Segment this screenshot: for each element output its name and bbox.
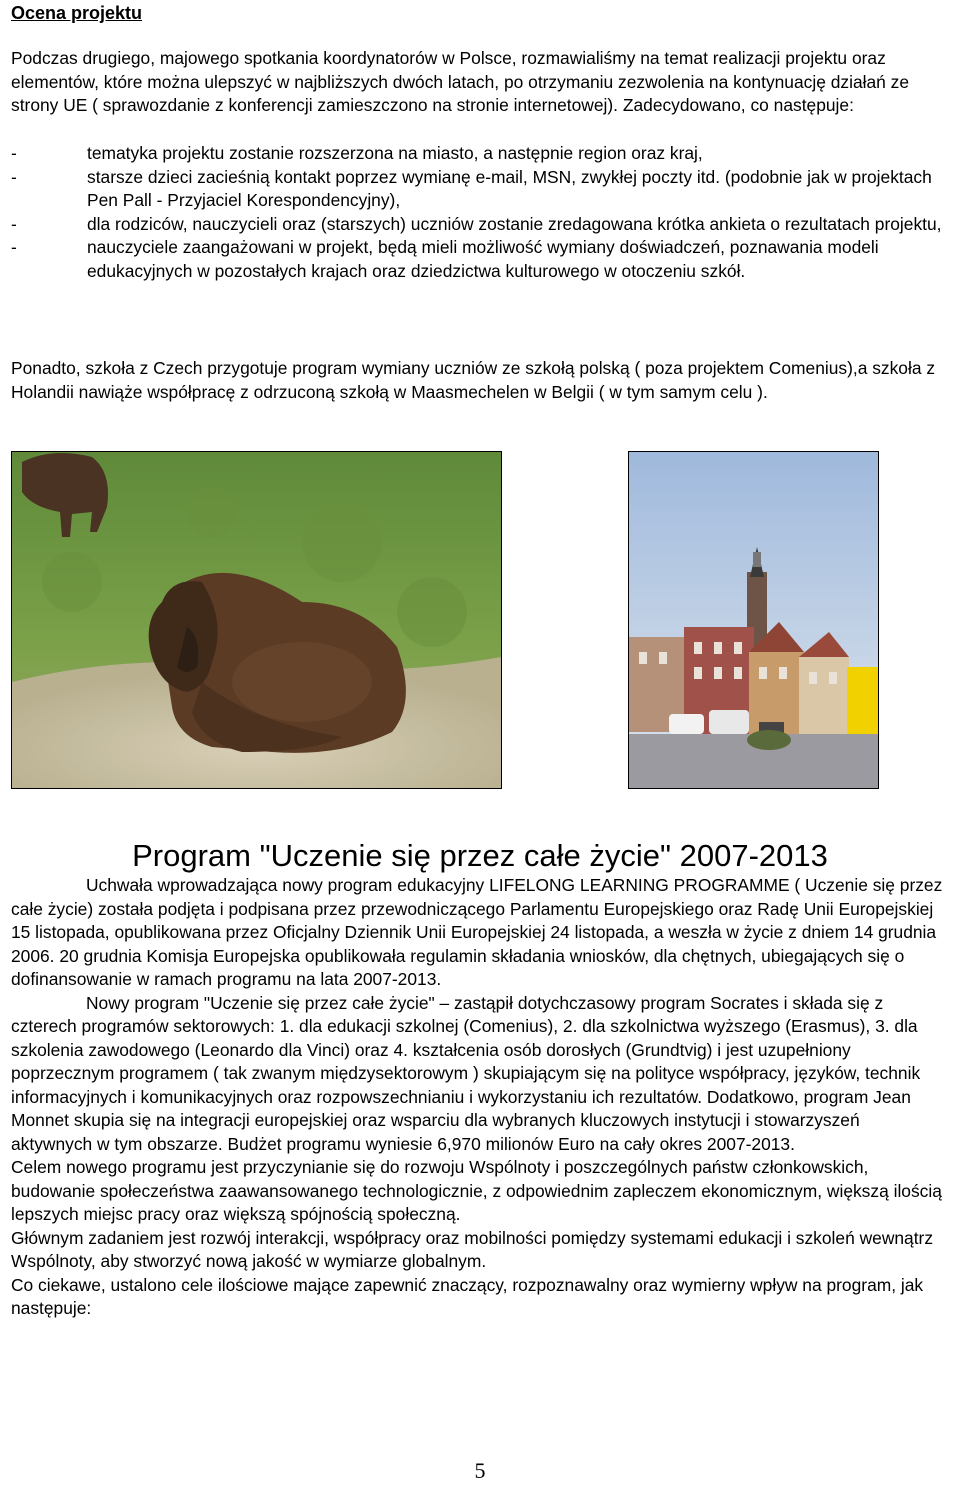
list-item (11, 142, 945, 166)
decisions-list (11, 142, 945, 283)
list-item-text: starsze dzieci zacieśnią kontakt poprzez wymianę e-mail, MSN, zwykłej poczty itd. (podobnie jak w projektach Pen Pall - Przyjaciel Korespondencyjny), (87, 166, 932, 210)
program-paragraph: Uchwała wprowadzająca nowy program edukacyjny LIFELONG LEARNING PROGRAMME ( Uczenie się przez całe życie) została podjęta i podpisana przez przewodniczącego Parlamentu Europejskiego oraz Radę Unii Europejskiej 15 listopada, opublikowana przez Oficjalny Dziennik Unii Europejskiej 24 listopada, a weszła w życie z dniem 14 grudnia 2006. 20 grudnia Komisja Europejska opublikowała regulamin składania wniosków, dla chętnych, ubiegających się o dofinansowanie w ramach programu na lata 2007-2013. (11, 875, 943, 989)
page-number: 5 (474, 1458, 486, 1483)
section-title: Ocena projektu (11, 3, 143, 23)
list-item-text: nauczyciele zaangażowani w projekt, będą mieli możliwość wymiany doświadczeń, poznawania modeli edukacyjnych w pozostałych krajach oraz dziedzictwa kulturowego w otoczeniu szkół. (87, 237, 879, 281)
list-marker: - (11, 166, 17, 187)
list-item-text: tematyka projektu zostanie rozszerzona na miasto, a następnie region oraz kraj, (87, 143, 703, 163)
list-item (11, 166, 945, 213)
followup-paragraph: Ponadto, szkoła z Czech przygotuje program wymiany uczniów ze szkołą polską ( poza projektem Comenius),a szkoła z Holandii nawiąże współpracę z odrzuconą szkołą w Maasmechelen w Belgii ( w tym samym celu ). (11, 358, 936, 402)
program-paragraph: Nowy program "Uczenie się przez całe życie" – zastąpił dotychczasowy program Socrates i składa się z czterech programów sektorowych: 1. dla edukacji szkolnej (Comenius), 2. dla szkolnictwa wyższego (Erasmus), 3. dla szkolenia zawodowego (Leonardo dla Vinci) oraz 4. kształcenia osób dorosłych (Grundtvig) i jest uzupełniony poprzecznym programem ( tak zwanym międzysektorowym ) skupiającym się na polityce współpracy, języków, technik informacyjnych i komunikacyjnych oraz rozpowszechnianiu i wykorzystaniu ich rezultatów. Dodatkowo, program Jean Monnet skupia się na integracji europejskiej oraz wsparciu dla wybranych kluczowych instytucji i stowarzyszeń aktywnych w tym obszarze. Budżet programu wyniesie 6,970 milionów Euro na cały okres 2007-2013. (11, 992, 921, 1154)
list-marker: - (11, 143, 17, 163)
town-square-photo (628, 451, 879, 789)
program-heading: Program "Uczenie się przez całe życie" 2007-2013 (132, 838, 828, 873)
program-paragraph: Co ciekawe, ustalono cele ilościowe mające zapewnić znaczący, rozpoznawalny oraz wymierny wpływ na program, jak następuje: (11, 1274, 924, 1318)
list-marker: - (11, 237, 17, 257)
list-item (11, 236, 945, 283)
list-item (11, 213, 945, 237)
intro-paragraph: Podczas drugiego, majowego spotkania koordynatorów w Polsce, rozmawialiśmy na temat realizacji projektu oraz elementów, które można ulepszyć w najbliższych dwóch latach, po otrzymaniu zezwolenia na kontynuację działań ze strony UE ( sprawozdanie z konferencji zamieszczono na stronie internetowej). Zadecydowano, co następuje: (11, 48, 910, 115)
bison-photo (11, 451, 502, 789)
list-marker: - (11, 213, 17, 234)
program-body (11, 874, 945, 1321)
program-paragraph: Celem nowego programu jest przyczynianie się do rozwoju Wspólnoty i poszczególnych państw członkowskich, budowanie społeczeństwa zaawansowanego technologicznie, z odpowiednim zapleczem ekonomicznym, większą ilością lepszych miejsc pracy oraz większą spójnością społeczną. (11, 1157, 942, 1224)
program-paragraph: Głównym zadaniem jest rozwój interakcji, współpracy oraz mobilności pomiędzy systemami edukacji i szkoleń wewnątrz Wspólnoty, aby stworzyć nową jakość w wymiarze globalnym. (11, 1227, 934, 1271)
list-item-text: dla rodziców, nauczycieli oraz (starszych) uczniów zostanie zredagowana krótka ankieta o rezultatach projektu, (87, 213, 942, 234)
